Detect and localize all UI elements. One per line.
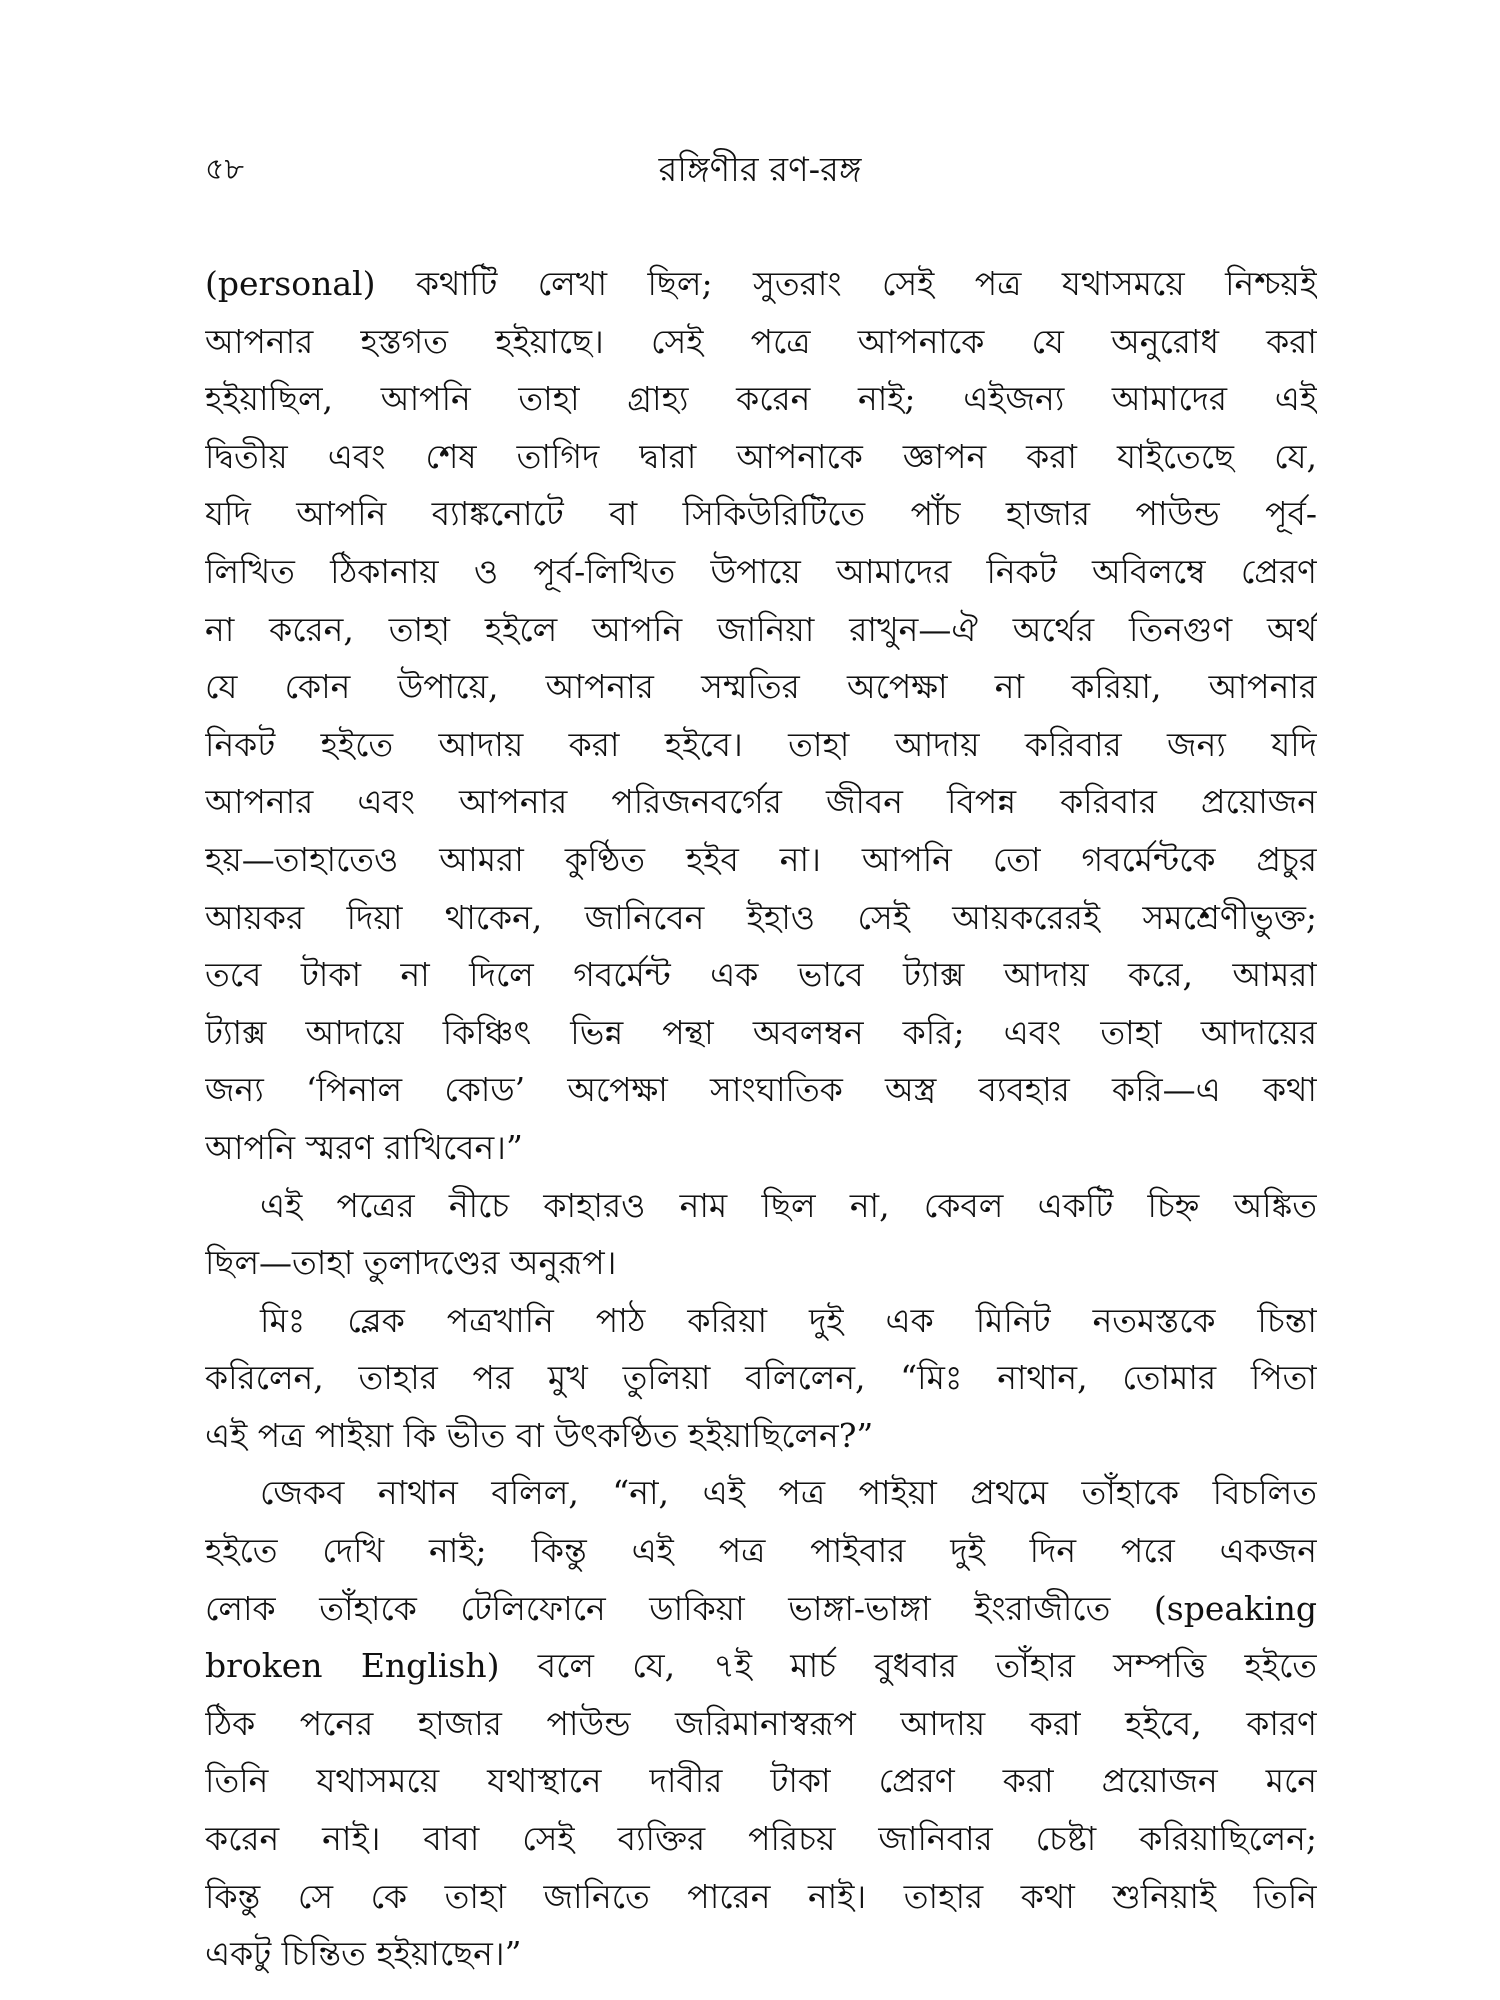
text-line: হইতে দেখি নাই; কিন্তু এই পত্র পাইবার দুই দিন পরে একজন <box>205 1531 1317 1571</box>
text-line: আপনার হস্তগত হইয়াছে। সেই পত্রে আপনাকে যে অনুরোধ করা <box>205 321 1317 361</box>
text-line: যে কোন উপায়ে, আপনার সম্মতির অপেক্ষা না করিয়া, আপনার <box>205 667 1317 707</box>
page-header <box>205 140 1315 200</box>
text-line: আপনার এবং আপনার পরিজনবর্গের জীবন বিপন্ন করিবার প্রয়োজন <box>205 782 1317 822</box>
text-line: মিঃ ব্লেক পত্রখানি পাঠ করিয়া দুই এক মিনিট নতমস্তকে চিন্তা <box>260 1300 1317 1340</box>
text-line: ছিল—তাহা তুলাদণ্ডের অনুরূপ। <box>205 1243 617 1283</box>
text-line: ঠিক পনের হাজার পাউন্ড জরিমানাস্বরূপ আদায় করা হইবে, কারণ <box>205 1703 1317 1743</box>
paragraph <box>205 255 1317 1177</box>
text-line: দ্বিতীয় এবং শেষ তাগিদ দ্বারা আপনাকে জ্ঞাপন করা যাইতেছে যে, <box>205 436 1317 476</box>
text-line: তিনি যথাসময়ে যথাস্থানে দাবীর টাকা প্রেরণ করা প্রয়োজন মনে <box>205 1761 1317 1801</box>
text-line: লিখিত ঠিকানায় ও পূর্ব-লিখিত উপায়ে আমাদের নিকট অবিলম্বে প্রেরণ <box>205 551 1317 591</box>
running-title: রঙ্গিণীর রণ-রঙ্গ <box>658 150 862 190</box>
paragraph <box>205 1292 1317 1465</box>
paragraph <box>205 1177 1317 1292</box>
text-line: করেন নাই। বাবা সেই ব্যক্তির পরিচয় জানিবার চেষ্টা করিয়াছিলেন; <box>205 1819 1317 1859</box>
text-line: জেকব নাথান বলিল, “না, এই পত্র পাইয়া প্রথমে তাঁহাকে বিচলিত <box>260 1473 1317 1513</box>
text-line: না করেন, তাহা হইলে আপনি জানিয়া রাখুন—ঐ অর্থের তিনগুণ অর্থ <box>205 609 1317 649</box>
text-line: broken English) বলে যে, ৭ই মার্চ বুধবার তাঁহার সম্পত্তি হইতে <box>205 1646 1317 1686</box>
text-line: জন্য ‘পিনাল কোড’ অপেক্ষা সাংঘাতিক অস্ত্র ব্যবহার করি—এ কথা <box>205 1070 1317 1110</box>
text-line: হয়—তাহাতেও আমরা কুণ্ঠিত হইব না। আপনি তো গবর্মেন্টকে প্রচুর <box>205 839 1317 879</box>
paragraph <box>205 1464 1317 1982</box>
text-line: আপনি স্মরণ রাখিবেন।” <box>205 1127 523 1167</box>
text-line: এই পত্র পাইয়া কি ভীত বা উৎকণ্ঠিত হইয়াছিলেন?” <box>205 1415 874 1455</box>
text-line: ট্যাক্স আদায়ে কিঞ্চিৎ ভিন্ন পন্থা অবলম্বন করি; এবং তাহা আদায়ের <box>205 1012 1317 1052</box>
body-text <box>205 255 1317 1983</box>
text-line: তবে টাকা না দিলে গবর্মেন্ট এক ভাবে ট্যাক্স আদায় করে, আমরা <box>205 955 1317 995</box>
text-line: (personal) কথাটি লেখা ছিল; সুতরাং সেই পত্র যথাসময়ে নিশ্চয়ই <box>205 264 1317 303</box>
text-line: কিন্তু সে কে তাহা জানিতে পারেন নাই। তাহার কথা শুনিয়াই তিনি <box>205 1876 1317 1916</box>
text-line: করিলেন, তাহার পর মুখ তুলিয়া বলিলেন, “মিঃ নাথান, তোমার পিতা <box>205 1358 1317 1398</box>
text-line: একটু চিন্তিত হইয়াছেন।” <box>205 1934 522 1974</box>
text-line: আয়কর দিয়া থাকেন, জানিবেন ইহাও সেই আয়করেরই সমশ্রেণীভুক্ত; <box>205 897 1317 937</box>
text-line: যদি আপনি ব্যাঙ্কনোটে বা সিকিউরিটিতে পাঁচ হাজার পাউন্ড পূর্ব- <box>205 494 1317 534</box>
text-line: লোক তাঁহাকে টেলিফোনে ডাকিয়া ভাঙ্গা-ভাঙ্গা ইংরাজীতে (speaking <box>205 1588 1317 1628</box>
text-line: হইয়াছিল, আপনি তাহা গ্রাহ্য করেন নাই; এইজন্য আমাদের এই <box>205 379 1317 419</box>
text-line: এই পত্রের নীচে কাহারও নাম ছিল না, কেবল একটি চিহ্ন অঙ্কিত <box>260 1185 1317 1225</box>
page-number: ৫৮ <box>205 152 244 187</box>
text-line: নিকট হইতে আদায় করা হইবে। তাহা আদায় করিবার জন্য যদি <box>205 724 1317 764</box>
